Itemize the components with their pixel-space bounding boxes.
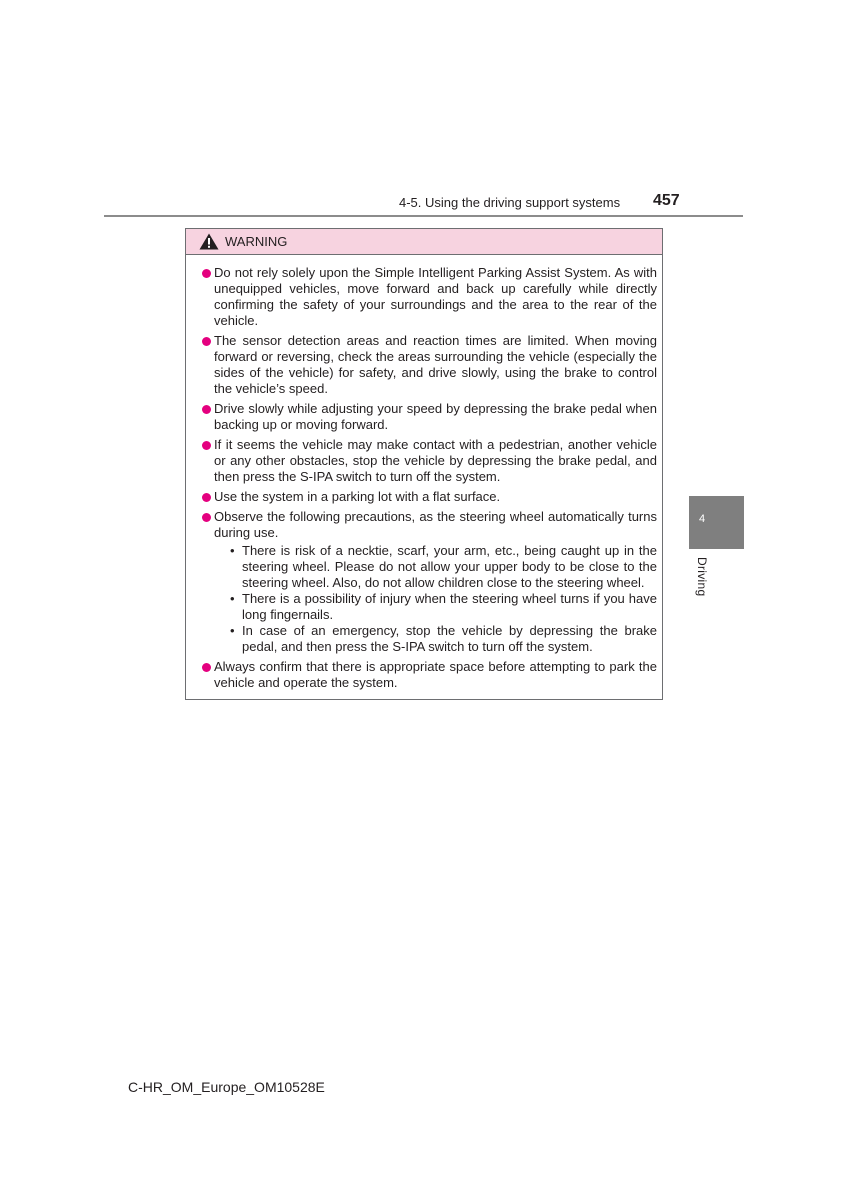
bullet-dot-icon xyxy=(202,513,211,522)
chapter-number: 4 xyxy=(698,513,706,525)
chapter-tab xyxy=(689,496,744,549)
warning-subitem-text: There is a possibility of injury when the steering wheel turns if you have long fingernails. xyxy=(242,591,657,622)
document-code: C-HR_OM_Europe_OM10528E xyxy=(128,1079,325,1095)
warning-box xyxy=(185,228,663,700)
bullet-dot-icon xyxy=(202,269,211,278)
warning-item xyxy=(202,489,657,505)
warning-subitems xyxy=(202,543,657,655)
warning-item-text: The sensor detection areas and reaction times are limited. When moving forward or reversing, check the areas surrounding the vehicle (especially the sides of the vehicle) for safety, and drive slowly, using the brake to control the vehicle’s speed. xyxy=(214,333,657,396)
page-number: 457 xyxy=(653,192,680,209)
warning-title: WARNING xyxy=(225,233,288,249)
warning-item-text: Drive slowly while adjusting your speed by depressing the brake pedal when backing up or moving forward. xyxy=(214,401,657,432)
header-divider xyxy=(104,215,743,217)
bullet-dot-icon xyxy=(202,663,211,672)
warning-item xyxy=(202,333,657,397)
warning-item xyxy=(202,437,657,485)
bullet-dot-icon xyxy=(202,493,211,502)
warning-item-text: Observe the following precautions, as the steering wheel automatically turns during use. xyxy=(214,509,657,540)
bullet-dot-icon xyxy=(202,405,211,414)
warning-header xyxy=(186,229,662,255)
warning-item xyxy=(202,509,657,541)
bullet-dot-icon xyxy=(202,337,211,346)
section-title: 4-5. Using the driving support systems xyxy=(399,195,621,210)
warning-item-text: Always confirm that there is appropriate space before attempting to park the vehicle and operate the system. xyxy=(214,659,657,690)
warning-subitem xyxy=(230,543,657,591)
subitem-bullet: • xyxy=(230,623,235,638)
warning-item xyxy=(202,265,657,329)
warning-item-text: Do not rely solely upon the Simple Intelligent Parking Assist System. As with unequipped vehicles, move forward and back up carefully while directly confirming the safety of your surroundings and the area to the rear of the vehicle. xyxy=(214,265,657,328)
warning-body xyxy=(186,255,662,691)
bullet-dot-icon xyxy=(202,441,211,450)
warning-subitem xyxy=(230,591,657,623)
chapter-label: Driving xyxy=(695,557,709,597)
warning-item xyxy=(202,401,657,433)
warning-subitem-text: There is risk of a necktie, scarf, your arm, etc., being caught up in the steering wheel. Please do not allow your upper body to be close to the steering wheel. Also, do not allow children close to the steering wheel. xyxy=(242,543,657,590)
warning-item-text: Use the system in a parking lot with a flat surface. xyxy=(214,489,501,504)
warning-item-text: If it seems the vehicle may make contact with a pedestrian, another vehicle or any other obstacles, stop the vehicle by depressing the brake pedal, and then press the S-IPA switch to turn off the system. xyxy=(214,437,657,484)
warning-triangle-icon xyxy=(199,233,219,250)
warning-subitem xyxy=(230,623,657,655)
subitem-bullet: • xyxy=(230,543,235,558)
warning-item xyxy=(202,659,657,691)
warning-subitem-text: In case of an emergency, stop the vehicle by depressing the brake pedal, and then press the S-IPA switch to turn off the system. xyxy=(242,623,657,654)
subitem-bullet: • xyxy=(230,591,235,606)
